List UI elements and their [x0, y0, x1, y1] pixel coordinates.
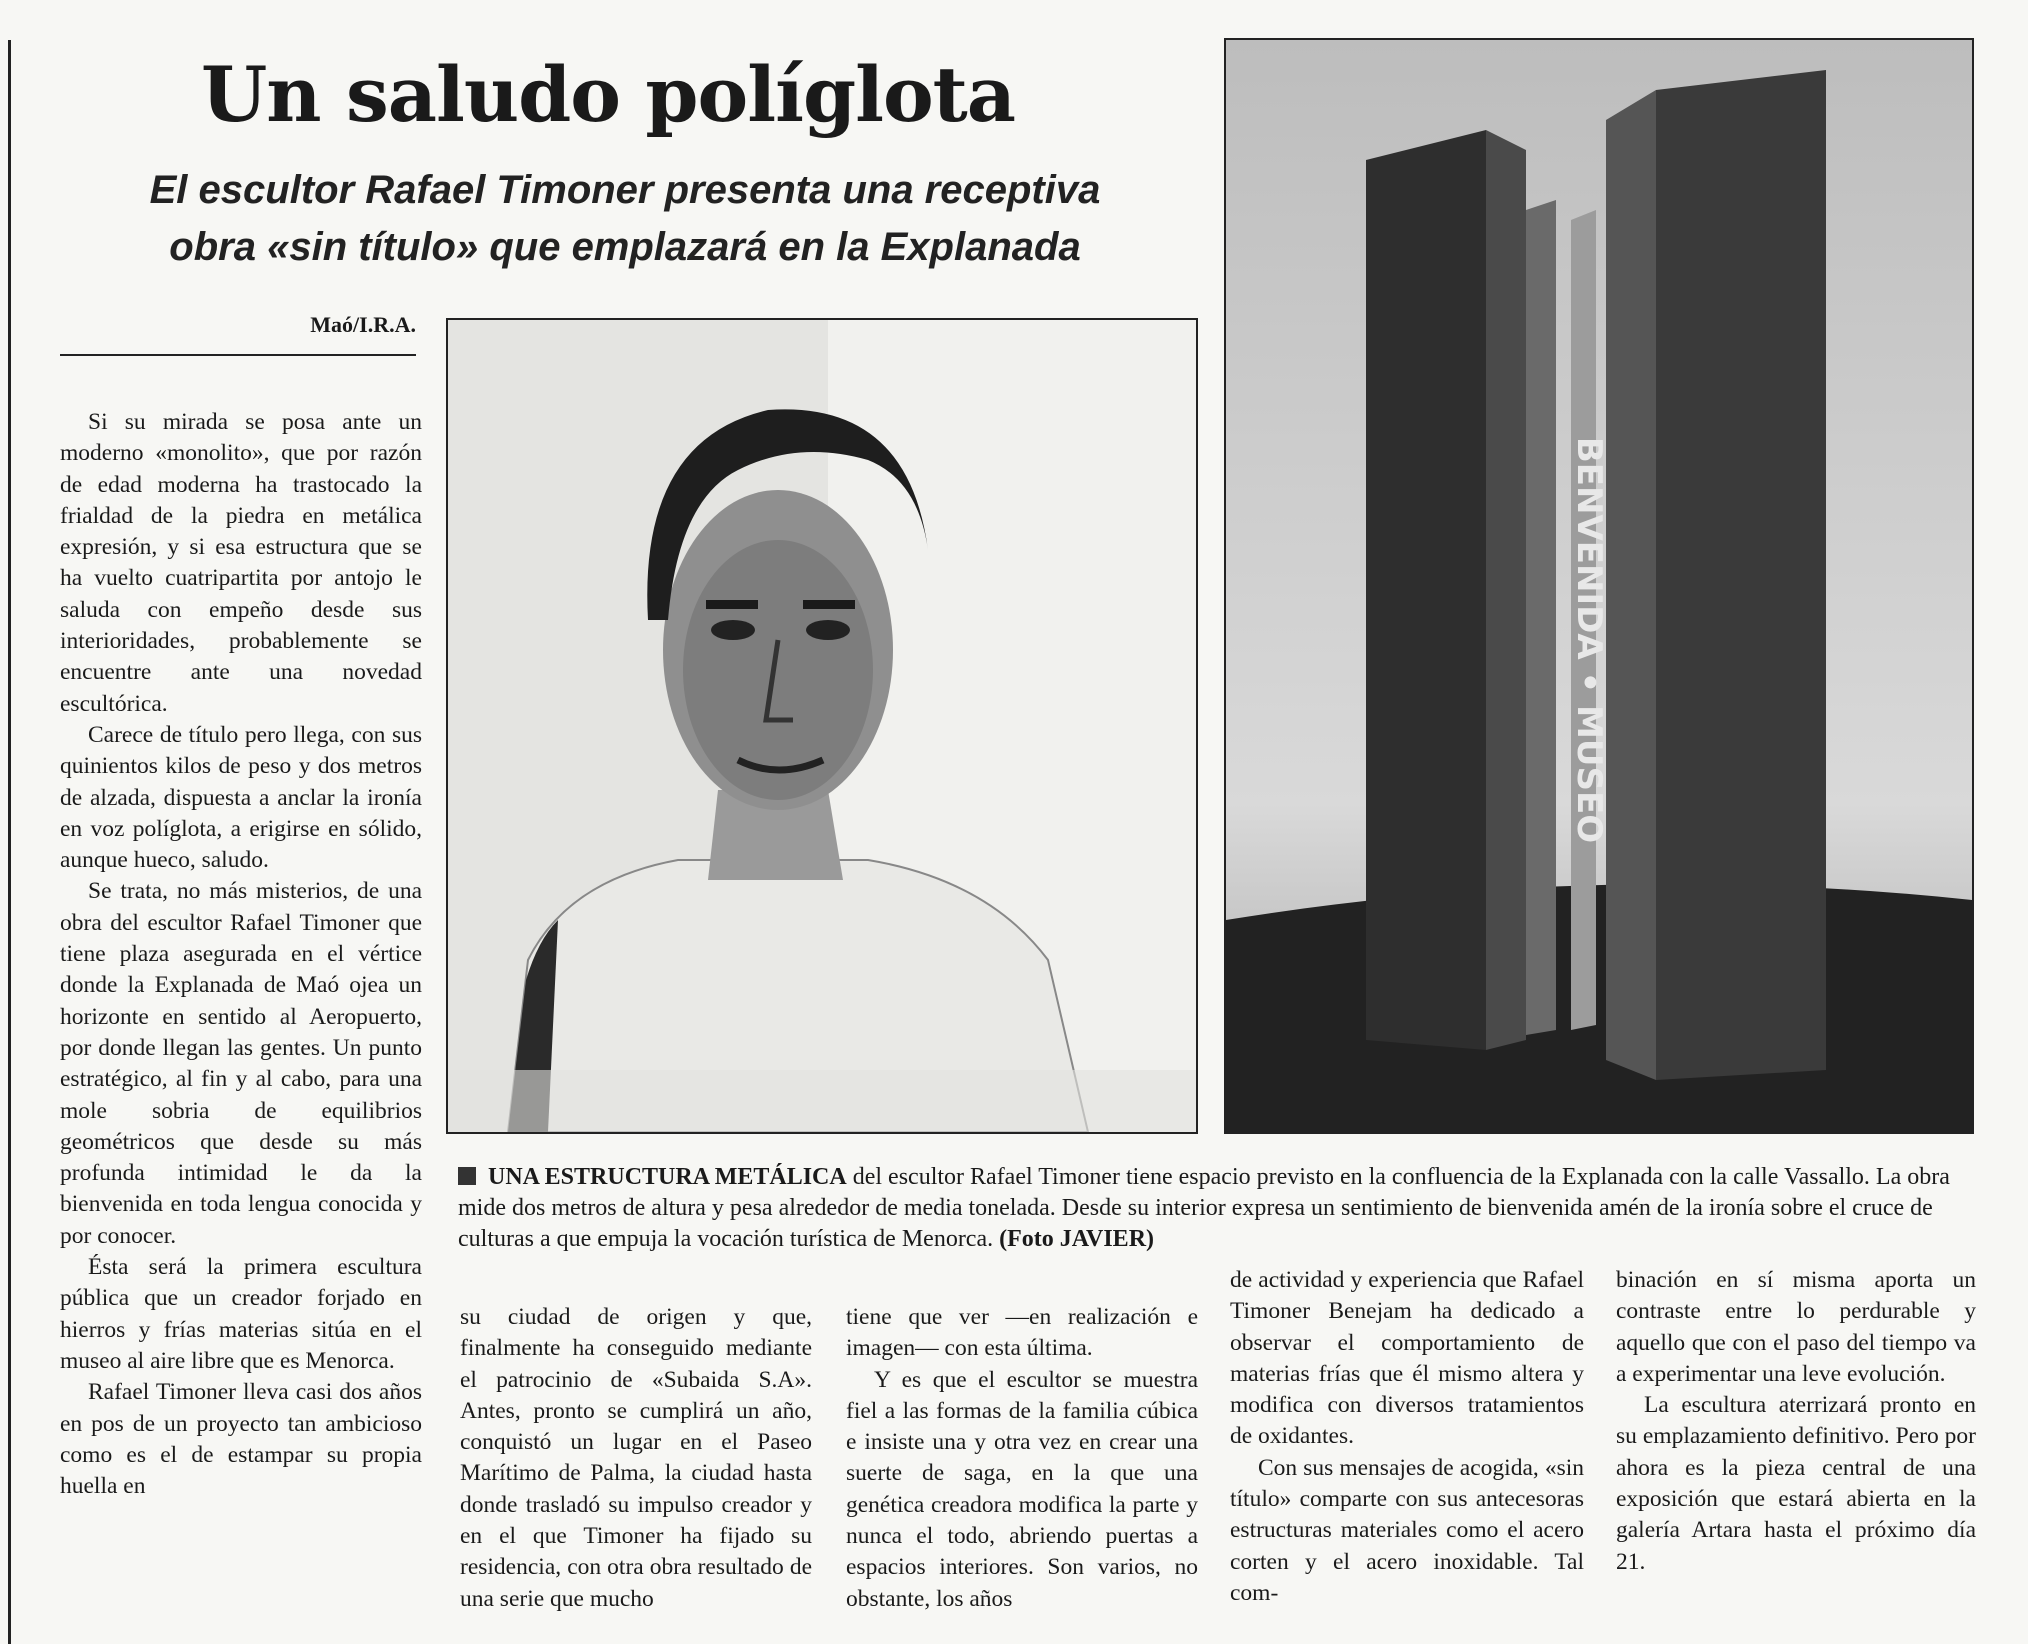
photo-caption: [458, 1162, 1970, 1255]
article-column-1: [60, 407, 422, 1644]
caption-bullet-icon: [458, 1167, 476, 1185]
article-column-2: [460, 1302, 812, 1644]
caption-text: del escultor Rafael Timoner tiene espacio previsto en la confluencia de la Explanada con la calle Vassallo. La obra mide dos metros de altura y pesa alrededor de media tonelada. Desde su interior expresa un sentimiento de bienvenida amén de la ironía sobre el cruce de culturas a que empuja la vocación turística de Menorca.: [458, 1164, 1950, 1252]
caption-lead: UNA ESTRUCTURA METÁLICA: [488, 1164, 847, 1190]
paragraph: Ésta será la primera escultura pública que un creador forjado en hierros y frías materias sitúa en el museo al aire libre que es Menorca.: [60, 1254, 422, 1374]
paragraph: Rafael Timoner lleva casi dos años en pos de un proyecto tan ambicioso como es el de estampar su propia huella en: [60, 1379, 422, 1500]
sculpture-illustration: [1226, 40, 1972, 1132]
sculpture-inscription: BENVENIDA • MUSEO: [1569, 436, 1609, 844]
portrait-photo: [446, 318, 1198, 1134]
paragraph: de actividad y experiencia que Rafael Timoner Benejam ha dedicado a observar el comportamiento de materias frías que él mismo altera y modifica con diversos tratamientos de oxidantes.: [1230, 1267, 1584, 1450]
article-column-3: [846, 1302, 1198, 1644]
byline: Maó/I.R.A.: [60, 312, 416, 356]
subheadline-line: El escultor Rafael Timoner presenta una receptiva: [149, 168, 1101, 212]
sculpture-photo: [1224, 38, 1974, 1134]
subheadline-line: obra «sin título» que emplazará en la Explanada: [169, 225, 1081, 269]
paragraph: Y es que el escultor se muestra fiel a las formas de la familia cúbica e insiste una y otra vez en crear una suerte de saga, en la que una genética creadora modifica la parte y nunca el todo, abriendo puertas a espacios interiores. Son varios, no obstante, los años: [846, 1366, 1198, 1612]
headline: Un saludo políglota: [200, 50, 1016, 139]
paragraph: Se trata, no más misterios, de una obra del escultor Rafael Timoner que tiene plaza asegurada en el vértice donde la Explanada de Maó ojea un horizonte en sentido al Aeropuerto, por donde llegan las gentes. Un punto estratégico, al fin y al cabo, para una mole sobria de equilibrios geométricos que desde su más profunda intimidad le da la bienvenida en toda lengua conocida y por conocer.: [60, 878, 422, 1249]
portrait-illustration: [448, 320, 1196, 1132]
article-column-4: [1230, 1265, 1584, 1644]
left-column-rule: [8, 40, 11, 1644]
paragraph: su ciudad de origen y que, finalmente ha conseguido mediante el patrocinio de «Subaida S.A». Antes, pronto se cumplirá un año, conquistó un lugar en el Paseo Marítimo de Palma, la ciudad hasta donde trasladó su impulso creador y en el que Timoner ha fijado su residencia, con otra obra resultado de una serie que mucho: [460, 1304, 812, 1612]
photo-credit: (Foto JAVIER): [999, 1226, 1155, 1252]
paragraph: binación en sí misma aporta un contraste entre lo perdurable y aquello que con el paso del tiempo va a experimentar una leve evolución.: [1616, 1267, 1976, 1387]
paragraph: La escultura aterrizará pronto en su emplazamiento definitivo. Pero por ahora es la pieza central de una exposición que estará abierta en la galería Artara hasta el próximo día 21.: [1616, 1392, 1976, 1575]
paragraph: tiene que ver —en realización e imagen— con esta última.: [846, 1304, 1198, 1362]
paragraph: Carece de título pero llega, con sus quinientos kilos de peso y dos metros de alzada, dispuesta a anclar la ironía en voz políglota, a erigirse en sólido, aunque hueco, saludo.: [60, 721, 422, 874]
paragraph: Si su mirada se posa ante un moderno «monolito», que por razón de edad moderna ha trastocado la frialdad de la piedra en metálica expresión, y si esa estructura que se ha vuelto cuatripartita por antojo le saluda con empeño desde sus interioridades, probablemente se encuentre ante una novedad escultórica.: [60, 409, 422, 717]
subheadline: [40, 162, 1210, 276]
article-column-5: [1616, 1265, 1976, 1644]
paragraph: Con sus mensajes de acogida, «sin título» comparte con sus antecesoras estructuras materiales como el acero corten y el acero inoxidable. Tal com-: [1230, 1454, 1584, 1606]
